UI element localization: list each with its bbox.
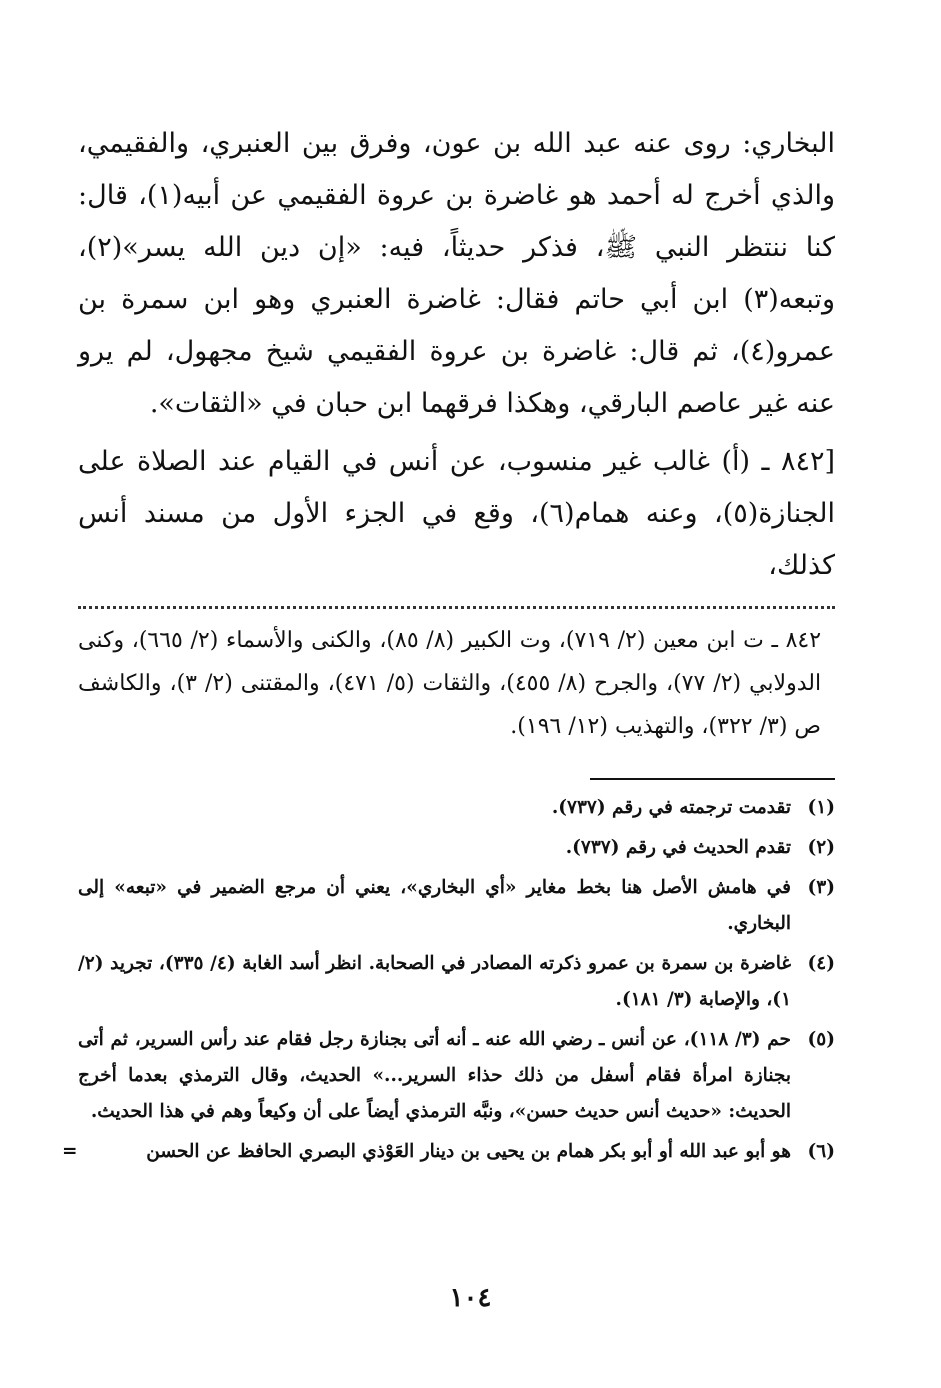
footnote-number: (٤) bbox=[807, 953, 835, 974]
footnote-number: (٣) bbox=[807, 877, 835, 898]
footnote-text: غاضرة بن سمرة بن عمرو ذكرته المصادر في الصحابة. انظر أسد الغابة (٤/ ٣٣٥)، تجريد (٢/ ١)، والإصابة (٣/ ١٨١). bbox=[78, 953, 792, 1010]
entry-842a: [٨٤٢ ـ (أ) غالب غير منسوب، عن أنس في القيام عند الصلاة على الجنازة(٥)، وعنه همام(٦)، وقع في الجزء الأول من مسند أنس كذلك، bbox=[78, 446, 835, 581]
dotted-separator bbox=[78, 606, 835, 609]
main-text bbox=[78, 118, 835, 592]
footnote-number: (١) bbox=[807, 797, 835, 818]
main-paragraph: البخاري: روى عنه عبد الله بن عون، وفرق بين العنبري، والفقيمي، والذي أخرج له أحمد هو غاضرة بن عروة الفقيمي عن أبيه(١)، قال: كنا ننتظر النبي ﷺ، فذكر حديثاً، فيه: «إن دين الله يسر»(٢)، وتبعه(٣) ابن أبي حاتم فقال: غاضرة العنبري وهو ابن سمرة بن عمرو(٤)، ثم قال: غاضرة بن عروة الفقيمي شيخ مجهول، لم يرو عنه غير عاصم البارقي، وهكذا فرقهما ابن حبان في «الثقات». bbox=[78, 128, 835, 419]
footnote-number: (٦) bbox=[807, 1141, 835, 1162]
footnote bbox=[78, 790, 835, 826]
footnote-text: في هامش الأصل هنا بخط مغاير «أي البخاري»، يعني أن مرجع الضمير في «تبعه» إلى البخاري. bbox=[78, 877, 791, 934]
footnote bbox=[78, 870, 835, 942]
footnote-rule bbox=[590, 778, 835, 780]
continuation-mark: = bbox=[62, 1141, 78, 1162]
footnote bbox=[62, 1134, 835, 1170]
footnote bbox=[78, 946, 835, 1018]
footnote-text: تقدمت ترجمته في رقم (٧٣٧). bbox=[551, 797, 791, 818]
footnotes bbox=[62, 790, 835, 1170]
page-body bbox=[62, 118, 835, 1174]
sources-note: ٨٤٢ ـ ت ابن معين (٢/ ٧١٩)، وت الكبير (٨/ ٨٥)، والكنى والأسماء (٢/ ٦٦٥)، وكنى الدولابي (٢/ ٧٧)، والجرح (٨/ ٤٥٥)، والثقات (٥/ ٤٧١)، والمقتنى (٢/ ٣)، والكاشف ص (٣/ ٣٢٢)، والتهذيب (١٢/ ١٩٦). bbox=[78, 628, 822, 739]
footnote-text: هو أبو عبد الله أو أبو بكر همام بن يحيى بن دينار العَوْذي البصري الحافظ عن الحسن bbox=[146, 1141, 791, 1162]
footnote bbox=[78, 1022, 835, 1130]
footnote-number: (٢) bbox=[807, 837, 835, 858]
footnote-number: (٥) bbox=[807, 1029, 835, 1050]
page-number: ١٠٤ bbox=[449, 1283, 492, 1313]
footnote-text: حم (٣/ ١١٨)، عن أنس ـ رضي الله عنه ـ أنه أتى بجنازة رجل فقام عند رأس السرير، ثم أتى بجنازة امرأة فقام أسفل من ذلك حذاء السرير...» الحديث، وقال الترمذي بعدما أخرج الحديث: «حديث أنس حديث حسن»، ونبَّه الترمذي أيضاً على أن وكيعاً وهم في هذا الحديث. bbox=[78, 1029, 791, 1122]
footnote-text: تقدم الحديث في رقم (٧٣٧). bbox=[565, 837, 791, 858]
footnote bbox=[78, 830, 835, 866]
